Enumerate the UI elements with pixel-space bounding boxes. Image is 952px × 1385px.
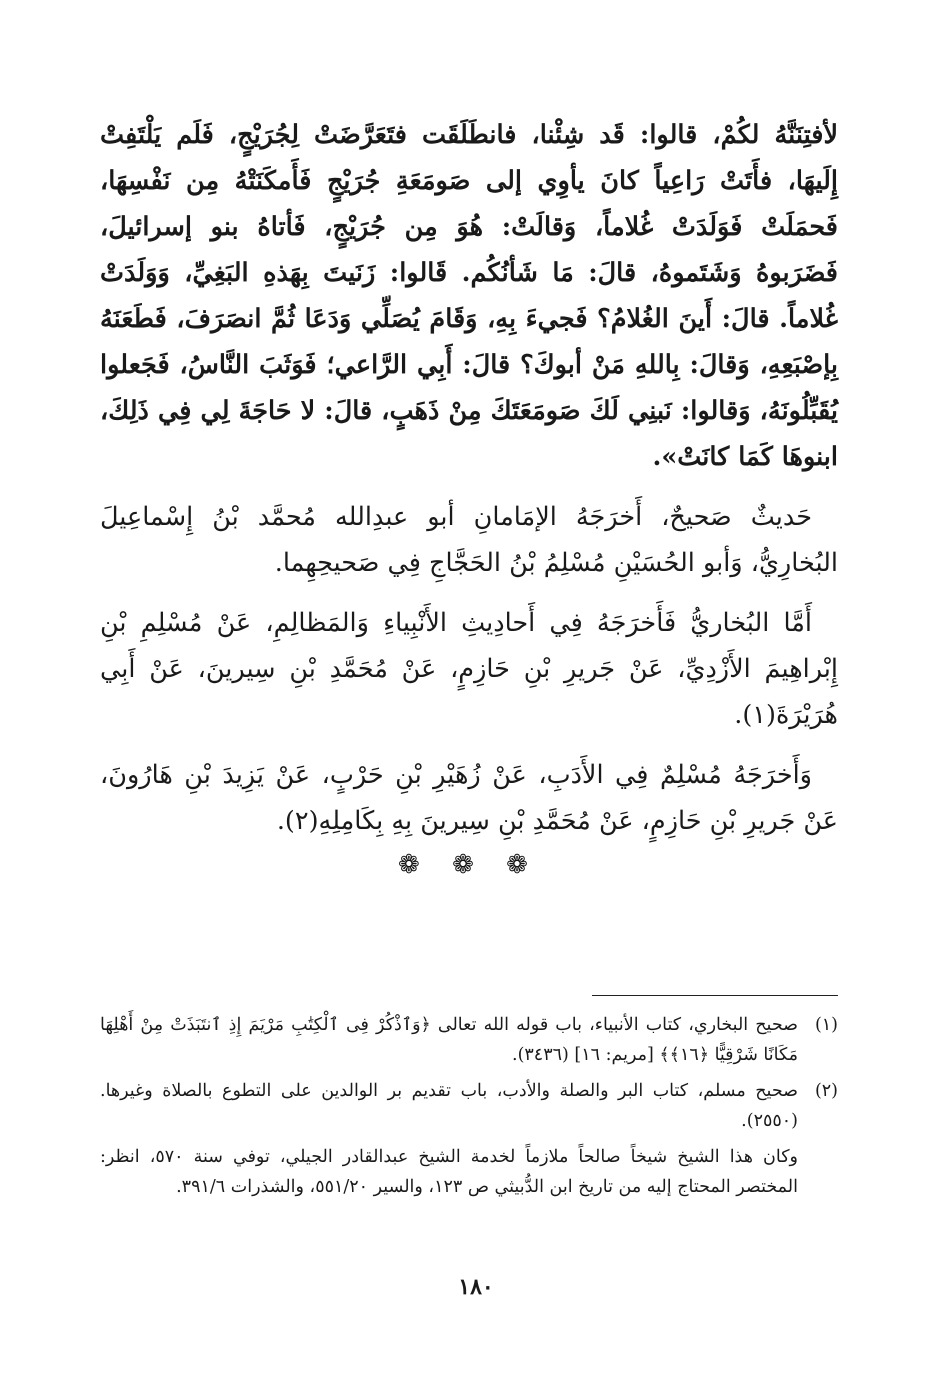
footnote-divider bbox=[592, 995, 838, 996]
footnote-continuation: وكان هذا الشيخ شيخاً صالحاً ملازماً لخدمة الشيخ عبدالقادر الجيلي، توفي سنة ٥٧٠، انظر: المختصر المحتاج إليه من تاريخ ابن الدُّبيثي ص ١٢٣، والسير ٥٥١/٢٠، والشذرات ٣٩١/٦. bbox=[100, 1147, 798, 1197]
footnote-number: (١) bbox=[814, 1015, 838, 1035]
paragraph-authenticity: حَديثٌ صَحيحٌ، أَخرَجَهُ الإمَامانِ أبو عبدِالله مُحمَّد بْنُ إِسْماعِيلَ البُخارِيُّ، وَأبو الحُسَيْنِ مُسْلِمُ بْنُ الحَجَّاجِ فِي صَحيحِهِما. bbox=[100, 502, 838, 578]
section-ornament: ❁ ❁ ❁ bbox=[398, 850, 540, 880]
main-text-block bbox=[100, 112, 838, 880]
footnote-item bbox=[100, 1076, 838, 1136]
footnote-text: صحيح مسلم، كتاب البر والصلة والأدب، باب تقديم بر الوالدين على التطوع بالصلاة وغيرها. (٢٥٥٠). bbox=[100, 1081, 798, 1131]
footnote-text: صحيح البخاري، كتاب الأنبياء، باب قوله الله تعالى ﴿وَٱذْكُرْ فِى ٱلْكِتَٰبِ مَرْيَمَ إِذِ ٱنتَبَذَتْ مِنْ أَهْلِهَا مَكَانًا شَرْقِيًّا ﴿١٦﴾﴾ [مريم: ١٦] (٣٤٣٦). bbox=[100, 1015, 798, 1065]
paragraph-muslim-source: وَأَخرَجَهُ مُسْلِمٌ فِي الأَدَبِ، عَنْ زُهَيْرِ بْنِ حَرْبٍ، عَنْ يَزِيدَ بْنِ هَارُونَ، عَنْ جَريرِ بْنِ حَازِمٍ، عَنْ مُحَمَّدِ بْنِ سِيرينَ بِهِ بِكَامِلِهِ(٢). bbox=[100, 760, 838, 836]
paragraph-bukhari-source: أَمَّا البُخاريُّ فَأَخرَجَهُ فِي أَحادِيثِ الأَنْبِياءِ وَالمَظالِمِ، عَنْ مُسْلِمِ بْنِ إِبْراهِيمَ الأَزْدِيِّ، عَنْ جَريرِ بْنِ حَازِمٍ، عَنْ مُحَمَّدِ بْنِ سِيرينَ، عَنْ أَبِي هُرَيْرَةَ(١). bbox=[100, 608, 838, 730]
hadith-text: لأفتِنَنَّهُ لكُمْ، قالوا: قَد شِئْنا، فانطَلَقَت فتَعَرَّضَتْ لِجُرَيْجٍ، فَلَم يَلْتَفِتْ إِلَيهَا، فأَتَتْ رَاعِياً كانَ يأوِي إلى صَومَعَةِ جُرَيْجٍ فَأَمكَنَتْهُ مِن نَفْسِهَا، فَحمَلَتْ فَوَلَدَتْ غُلاماً، وَقالَتْ: هُوَ مِن جُرَيْجٍ، فَأتاهُ بنو إسرائيلَ، فَضَرَبوهُ وَشَتَموهُ، قالَ: مَا شَأنُكُم. قَالوا: زَنَيتَ بِهَذهِ البَغِيِّ، وَوَلَدَتْ غُلاماً. قالَ: أَينَ الغُلامُ؟ فَجيءَ بِهِ، وَقَامَ يُصَلِّي وَدَعَا ثُمَّ انصَرَفَ، فَطَعَنَهُ بِإصْبَعِهِ، وَقالَ: بِاللهِ مَنْ أبوكَ؟ قالَ: أَبِي الرَّاعي؛ فَوَثَبَ النَّاسُ، فَجَعلوا يُقَبِّلُونَهُ، وَقالوا: نَبنِي لَكَ صَومَعَتَكَ مِنْ ذَهَبٍ، قالَ: لا حَاجَةَ لِي فِي ذَلِكَ، ابنوهَا كَمَا كانَتْ». bbox=[100, 120, 838, 472]
footnote-number: (٢) bbox=[814, 1081, 838, 1101]
footnotes-block bbox=[100, 1010, 838, 1202]
footnote-item bbox=[100, 1010, 838, 1070]
page-number: ١٨٠ bbox=[458, 1274, 494, 1300]
